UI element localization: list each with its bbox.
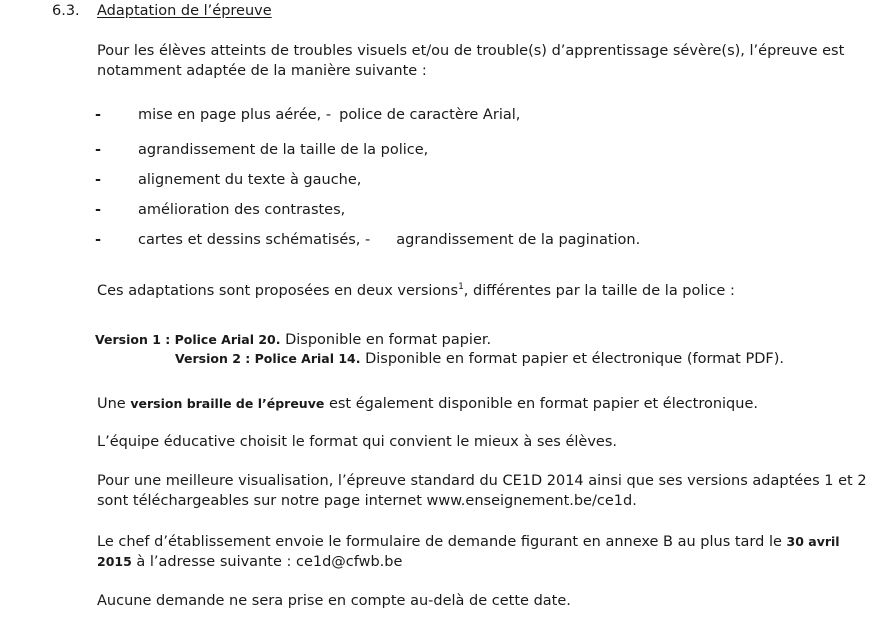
intro-line-1: Pour les élèves atteints de troubles visuels et/ou de trouble(s) d’apprentissage sévère(s), l’épreuve est <box>97 43 845 59</box>
version-2-label: Version 2 : Police Arial 14. <box>175 351 361 366</box>
chef-line-2-text: à l’adresse suivante : ce1d@cfwb.be <box>131 554 403 570</box>
chef-line-2 <box>97 552 840 572</box>
versions-intro <box>97 281 735 301</box>
chef-line-1 <box>97 532 840 552</box>
intro-paragraph <box>97 41 844 81</box>
bullet-item-4: amélioration des contrastes, <box>138 202 346 218</box>
footnote-marker[interactable]: 1 <box>458 282 464 292</box>
team-paragraph: L’équipe éducative choisit le format qui convient le mieux à ses élèves. <box>97 434 618 450</box>
bullet-item-1-a: mise en page plus aérée, - <box>138 107 332 123</box>
version-1-label: Version 1 : Police Arial 20. <box>95 332 281 347</box>
final-paragraph: Aucune demande ne sera prise en compte au-delà de cette date. <box>97 593 571 609</box>
version-2-desc: Disponible en format papier et électronique (format PDF). <box>360 351 784 367</box>
bullet-item-5 <box>138 232 640 248</box>
chef-paragraph <box>97 532 840 572</box>
deadline-year: 2015 <box>97 554 132 569</box>
download-paragraph <box>97 471 867 511</box>
bullet-dash-2: - <box>95 142 102 158</box>
download-line-1: Pour une meilleure visualisation, l’épreuve standard du CE1D 2014 ainsi que ses versions adaptées 1 et 2 <box>97 473 867 489</box>
bullet-item-3: alignement du texte à gauche, <box>138 172 362 188</box>
version-1-desc: Disponible en format papier. <box>280 332 492 348</box>
version-1-line <box>95 332 491 348</box>
version-2-line <box>175 351 784 367</box>
bullet-dash-1: - <box>95 107 102 123</box>
deadline-date: 30 avril <box>786 534 840 549</box>
braille-paragraph <box>97 394 758 414</box>
braille-bold: version braille de l’épreuve <box>130 396 325 411</box>
section-title: Adaptation de l’épreuve <box>97 3 272 19</box>
braille-before: Une <box>97 396 131 412</box>
bullet-dash-5: - <box>95 232 102 248</box>
intro-line-2: notamment adaptée de la manière suivante : <box>97 63 427 79</box>
versions-intro-text: Ces adaptations sont proposées en deux versions <box>97 283 459 299</box>
download-line-2: sont téléchargeables sur notre page internet www.enseignement.be/ce1d. <box>97 493 637 509</box>
bullet-item-1 <box>138 107 520 123</box>
bullet-dash-4: - <box>95 202 102 218</box>
section-number: 6.3. <box>52 3 80 19</box>
chef-line-1-text: Le chef d’établissement envoie le formulaire de demande figurant en annexe B au plus tard le <box>97 534 787 550</box>
bullet-item-5-b: agrandissement de la pagination. <box>396 232 641 248</box>
braille-after: est également disponible en format papier et électronique. <box>324 396 758 412</box>
bullet-dash-3: - <box>95 172 102 188</box>
versions-intro-tail: , différentes par la taille de la police : <box>463 283 735 299</box>
bullet-item-1-b: police de caractère Arial, <box>339 107 521 123</box>
bullet-item-5-a: cartes et dessins schématisés, - <box>138 232 371 248</box>
bullet-item-2: agrandissement de la taille de la police, <box>138 142 429 158</box>
